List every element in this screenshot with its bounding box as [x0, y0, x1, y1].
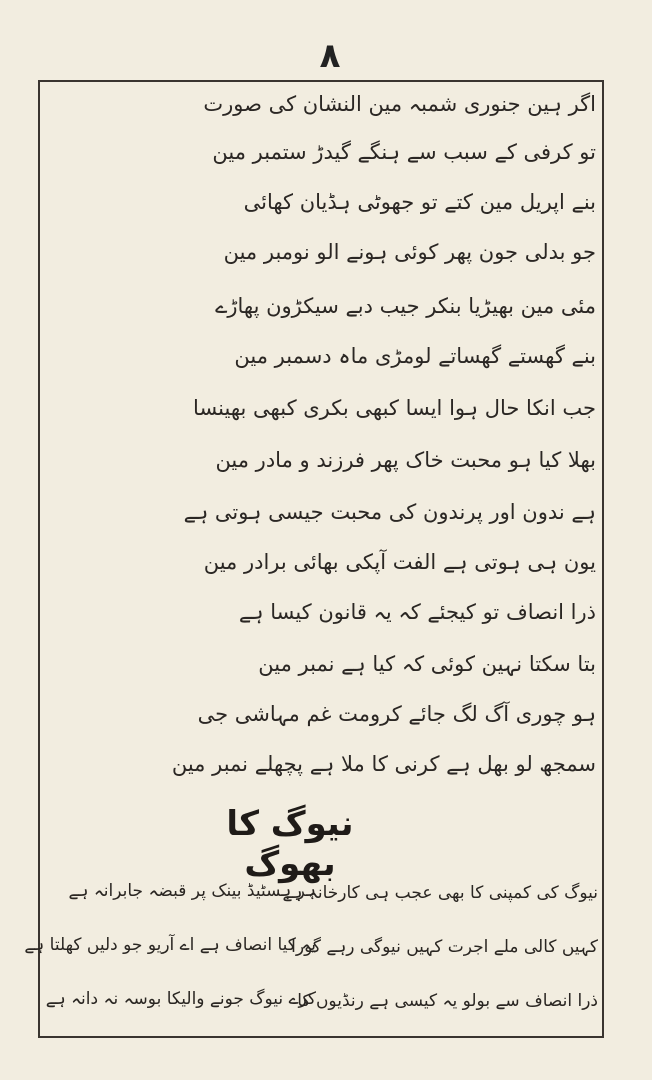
left-column-line-3: کرے نیوگ جونے والیکا بوسہ نہ دانہ ہے: [45, 989, 316, 1009]
section-heading: نیوگ کا بھوگ: [226, 804, 354, 884]
right-column-line-1: نیوگ کی کمپنی کا بھی عجب ہی کارخانہ ہے: [282, 883, 598, 903]
right-column-line-3: ذرا انصاف سے بولو یہ کیسی ہے رنڈیوں کا: [297, 991, 598, 1011]
poem-line-14: سمجھ لو بھل ہے کرنی کا ملا ہے پچھلے نمبر مین: [171, 752, 596, 776]
right-column: [282, 880, 598, 1042]
page-number: ۸: [319, 36, 341, 76]
poem-line-10: یون ہی ہوتی ہے الفت آپکی بھائی برادر مین: [203, 550, 596, 574]
poem-line-12: بتا سکتا نہین کوئی کہ کیا ہے نمبر مین: [258, 652, 596, 676]
poem-line-1: اگر ہین جنوری شمبہ مین النشان کی صورت: [203, 92, 596, 116]
poem-line-8: بھلا کیا ہو محبت خاک پھر فرزند و مادر مین: [215, 448, 596, 472]
poem-line-3: بنے اپریل مین کتے تو جھوٹی ہڈیان کھائی: [243, 190, 596, 214]
poem-line-9: ہے ندون اور پرندون کی محبت جیسی ہوتی ہے: [183, 500, 596, 524]
right-column-line-2: کہیں کالی ملے اجرت کہیں نیوگی رہے گورا: [291, 937, 598, 957]
left-column-line-2: یہ کیا انصاف ہے اے آریو جو دلیں کھلتا ہے: [24, 935, 316, 955]
poem-line-4: جو بدلی جون پھر کوئی ہونے الو نومبر مین: [223, 240, 596, 264]
poem-line-6: بنے گھستے گھساتے لومڑی ماہ دسمبر مین: [234, 344, 596, 368]
poem-line-13: ہو چوری آگ لگ جائے کرومت غم مہاشی جی: [197, 702, 596, 726]
poem-line-7: جب انکا حال ہوا ایسا کبھی بکری کبھی بھینسا: [193, 396, 596, 420]
poem-line-5: مئی مین بھیڑیا بنکر جیب دبے سیکڑون پھاڑے: [215, 294, 596, 318]
poem-line-2: تو کرفی کے سبب سے ہنگے گیدڑ ستمبر مین: [212, 140, 596, 164]
left-column-line-1: ہر ہسٹیڈ بینک پر قبضہ جابرانہ ہے: [68, 881, 316, 901]
poem-line-11: ذرا انصاف تو کیجئے کہ یہ قانون کیسا ہے: [238, 600, 596, 624]
left-column: [24, 878, 316, 1040]
